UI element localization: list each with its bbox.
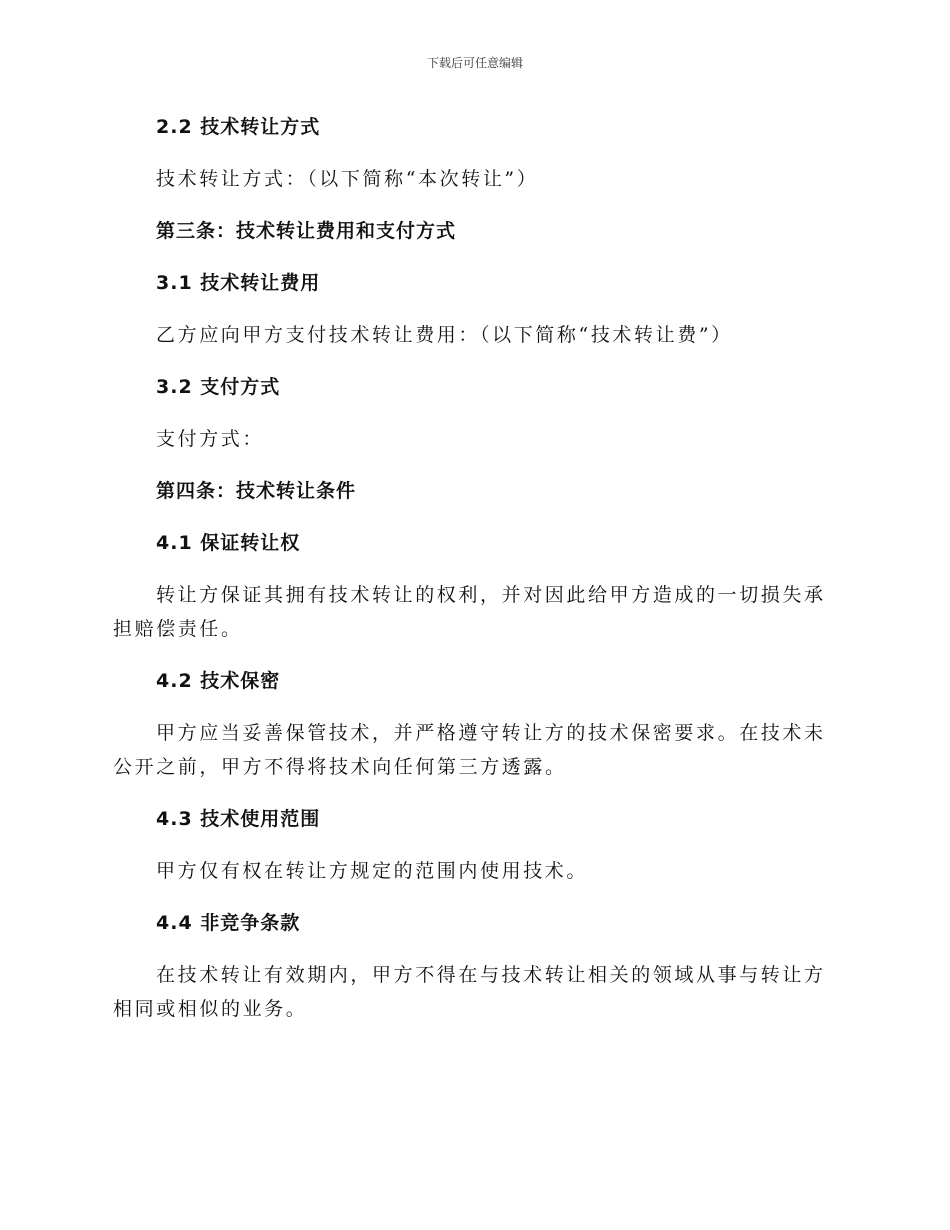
- section-heading-4-2: 4.2 技术保密: [156, 670, 281, 692]
- section-heading-3-2: 3.2 支付方式: [156, 376, 281, 398]
- payment-method-line: 支付方式：: [156, 428, 265, 450]
- guarantee-paragraph: 转让方保证其拥有技术转让的权利，并对因此给甲方造成的一切损失承担赔偿责任。: [113, 584, 826, 640]
- article-four-heading: 第四条：技术转让条件: [156, 480, 357, 502]
- header-note: 下载后可任意编辑: [426, 56, 523, 70]
- confidentiality-paragraph: 甲方应当妥善保管技术，并严格遵守转让方的技术保密要求。在技术未公开之前，甲方不得将技术向任何第三方透露。: [113, 722, 826, 778]
- section-heading-4-4: 4.4 非竞争条款: [156, 912, 301, 934]
- usage-scope-line: 甲方仅有权在转让方规定的范围内使用技术。: [156, 860, 589, 882]
- article-three-heading: 第三条：技术转让费用和支付方式: [156, 220, 457, 242]
- section-heading-4-1: 4.1 保证转让权: [156, 532, 301, 554]
- transfer-method-line: 技术转让方式：（以下简称“本次转让”）: [156, 168, 539, 190]
- transfer-fee-line: 乙方应向甲方支付技术转让费用：（以下简称“技术转让费”）: [156, 324, 733, 346]
- section-heading-4-3: 4.3 技术使用范围: [156, 808, 321, 830]
- section-heading-2-2: 2.2 技术转让方式: [156, 116, 321, 138]
- document-body: [113, 110, 833, 1026]
- section-heading-3-1: 3.1 技术转让费用: [156, 272, 321, 294]
- non-compete-paragraph: 在技术转让有效期内，甲方不得在与技术转让相关的领域从事与转让方相同或相似的业务。: [113, 964, 826, 1020]
